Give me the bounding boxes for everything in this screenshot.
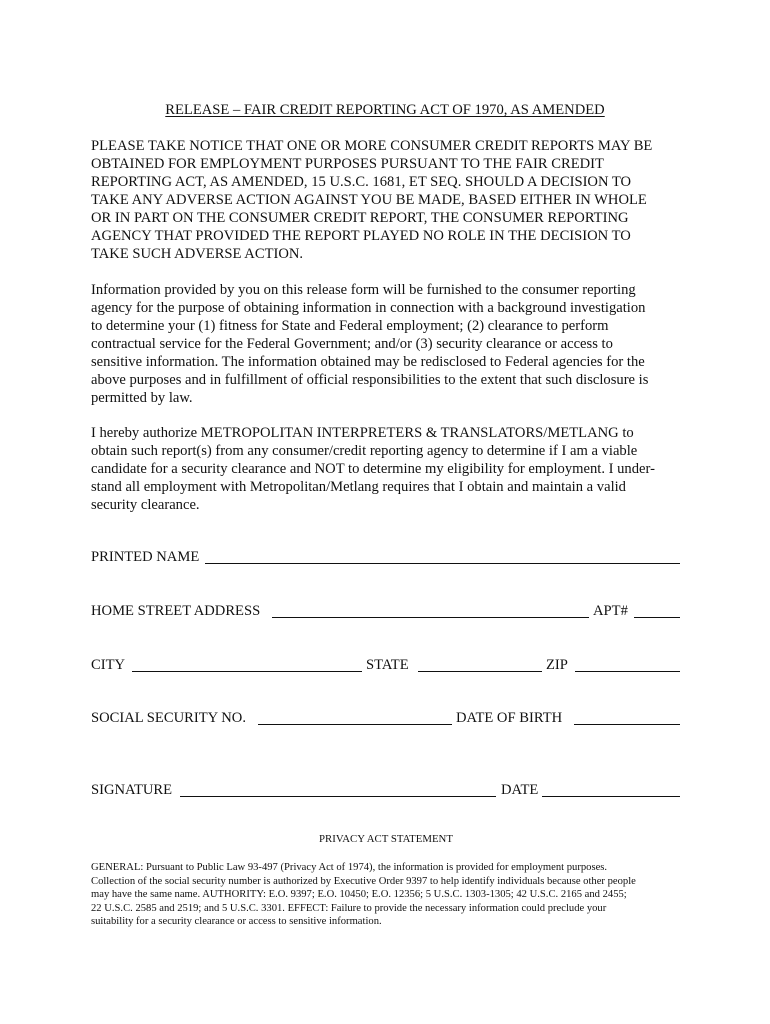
apt-label: APT# bbox=[593, 603, 628, 619]
ssn-dob-row bbox=[91, 709, 681, 729]
dob-label: DATE OF BIRTH bbox=[456, 710, 563, 726]
information-line: permitted by law. bbox=[91, 390, 193, 406]
privacy-act-heading: PRIVACY ACT STATEMENT bbox=[319, 833, 453, 845]
printed-name-row bbox=[91, 548, 681, 568]
notice-line: TAKE ANY ADVERSE ACTION AGAINST YOU BE MADE, BASED EITHER IN WHOLE bbox=[91, 192, 647, 208]
information-line: to determine your (1) fitness for State and Federal employment; (2) clearance to perform bbox=[91, 318, 609, 334]
signature-date-row bbox=[91, 781, 681, 801]
authorization-line: security clearance. bbox=[91, 497, 200, 513]
privacy-line: may have the same name. AUTHORITY: E.O. 9397; E.O. 10450; E.O. 12356; 5 U.S.C. 1303-1305; 42 U.S.C. 2165 and 2455; bbox=[91, 889, 627, 901]
ssn-label: SOCIAL SECURITY NO. bbox=[91, 710, 246, 726]
printed-name-field[interactable] bbox=[205, 563, 680, 564]
home-address-label: HOME STREET ADDRESS bbox=[91, 603, 261, 619]
state-field[interactable] bbox=[418, 671, 542, 672]
date-field[interactable] bbox=[542, 796, 680, 797]
document-title: RELEASE – FAIR CREDIT REPORTING ACT OF 1970, AS AMENDED bbox=[165, 102, 605, 118]
privacy-act-statement bbox=[91, 861, 636, 929]
date-label: DATE bbox=[501, 782, 539, 798]
notice-line: PLEASE TAKE NOTICE THAT ONE OR MORE CONSUMER CREDIT REPORTS MAY BE bbox=[91, 138, 653, 154]
information-paragraph bbox=[91, 281, 648, 407]
signature-label: SIGNATURE bbox=[91, 782, 173, 798]
printed-name-label: PRINTED NAME bbox=[91, 549, 200, 565]
ssn-field[interactable] bbox=[258, 724, 452, 725]
authorization-line: I hereby authorize METROPOLITAN INTERPRETERS & TRANSLATORS/METLANG to bbox=[91, 425, 634, 441]
notice-line: OR IN PART ON THE CONSUMER CREDIT REPORT, THE CONSUMER REPORTING bbox=[91, 210, 629, 226]
notice-line: REPORTING ACT, AS AMENDED, 15 U.S.C. 1681, ET SEQ. SHOULD A DECISION TO bbox=[91, 174, 632, 190]
information-line: agency for the purpose of obtaining information in connection with a background investigation bbox=[91, 300, 646, 316]
dob-field[interactable] bbox=[574, 724, 680, 725]
home-address-row bbox=[91, 602, 681, 622]
notice-line: AGENCY THAT PROVIDED THE REPORT PLAYED NO ROLE IN THE DECISION TO bbox=[91, 228, 631, 244]
privacy-line: 22 U.S.C. 2585 and 2519; and 5 U.S.C. 3301. EFFECT: Failure to provide the necessary information could preclude your bbox=[91, 902, 607, 914]
notice-paragraph bbox=[91, 137, 652, 263]
city-field[interactable] bbox=[132, 671, 362, 672]
information-line: contractual service for the Federal Government; and/or (3) security clearance or access to bbox=[91, 336, 613, 352]
information-line: sensitive information. The information obtained may be redisclosed to Federal agencies for the bbox=[91, 354, 645, 370]
notice-line: TAKE SUCH ADVERSE ACTION. bbox=[91, 246, 304, 262]
information-line: above purposes and in fulfillment of official responsibilities to the extent that such disclosure is bbox=[91, 372, 649, 388]
signature-field[interactable] bbox=[180, 796, 496, 797]
privacy-line: suitability for a security clearance or access to sensitive information. bbox=[91, 916, 382, 928]
zip-label: ZIP bbox=[546, 657, 568, 673]
city-label: CITY bbox=[91, 657, 126, 673]
privacy-line: Collection of the social security number is authorized by Executive Order 9397 to help identify individuals because other people bbox=[91, 875, 636, 887]
authorization-line: candidate for a security clearance and NOT to determine my eligibility for employment. I under- bbox=[91, 461, 655, 477]
city-state-zip-row bbox=[91, 656, 681, 676]
authorization-paragraph bbox=[91, 424, 655, 514]
zip-field[interactable] bbox=[575, 671, 680, 672]
information-line: Information provided by you on this release form will be furnished to the consumer reporting bbox=[91, 282, 636, 298]
authorization-line: stand all employment with Metropolitan/Metlang requires that I obtain and maintain a valid bbox=[91, 479, 626, 495]
home-address-field[interactable] bbox=[272, 617, 589, 618]
apt-field[interactable] bbox=[634, 617, 680, 618]
state-label: STATE bbox=[366, 657, 409, 673]
notice-line: OBTAINED FOR EMPLOYMENT PURPOSES PURSUANT TO THE FAIR CREDIT bbox=[91, 156, 604, 172]
authorization-line: obtain such report(s) from any consumer/credit reporting agency to determine if I am a viable bbox=[91, 443, 638, 459]
privacy-line: GENERAL: Pursuant to Public Law 93-497 (Privacy Act of 1974), the information is provided for employment purposes. bbox=[91, 862, 608, 873]
